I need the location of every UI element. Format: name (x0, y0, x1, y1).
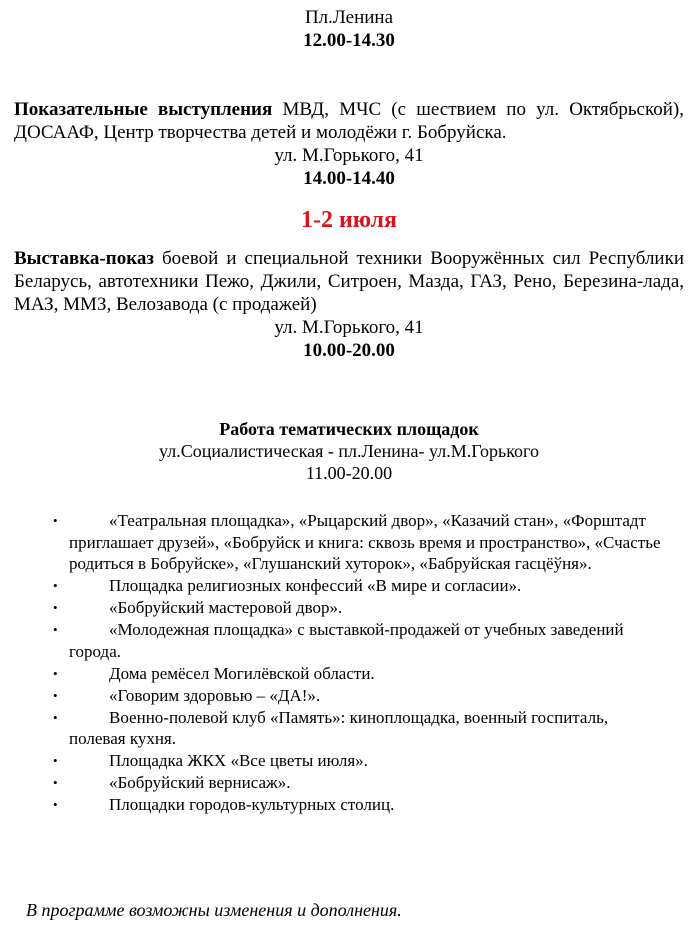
list-item-text: Военно-полевой клуб «Память»: киноплощадка, военный госпиталь, полевая кухня. (69, 707, 609, 748)
list-item (53, 619, 662, 662)
demonstrations-text: МВД, МЧС (с шествием по ул. Октябрьской), ДОСААФ, Центр творчества детей и молодёжи г. Бобруйска. (14, 99, 684, 143)
list-item (53, 750, 662, 772)
bullet-icon: • (53, 600, 58, 615)
bullet-icon: • (53, 578, 58, 593)
bullet-icon: • (53, 687, 58, 703)
time-label: 10.00-20.00 (303, 340, 395, 361)
list-item (53, 597, 662, 619)
list-item (53, 707, 662, 750)
list-item (53, 575, 662, 597)
block-exhibition (14, 247, 684, 362)
list-item (53, 772, 662, 794)
exhibition-text: боевой и специальной техники Вооружённых сил Республики Беларусь, автотехники Пежо, Джили, Ситроен, Мазда, ГАЗ, Рено, Березина-лада, МАЗ, ММЗ, Велозавода (с продажей) (14, 248, 684, 315)
block-thematic-zones (14, 418, 684, 816)
exhibition-paragraph (14, 247, 684, 316)
demonstrations-paragraph (14, 98, 684, 144)
list-item-text: «Бобруйский вернисаж». (109, 773, 291, 792)
time-label: 12.00-14.30 (303, 30, 395, 51)
date-header: 1-2 июля (300, 207, 397, 233)
bullet-icon: • (53, 753, 58, 768)
list-item-text: Площадки городов-культурных столиц. (109, 795, 395, 814)
zones-time: 11.00-20.00 (305, 463, 393, 483)
address-label: ул. М.Горького, 41 (274, 145, 424, 166)
block-square-lenina (14, 6, 684, 52)
address-label: ул. М.Горького, 41 (274, 317, 424, 338)
zones-list (53, 510, 662, 816)
list-item-text: Площадка ЖКХ «Все цветы июля». (109, 751, 368, 770)
bullet-icon: • (53, 709, 58, 725)
bullet-icon: • (53, 665, 58, 681)
zones-title: Работа тематических площадок (219, 419, 479, 439)
place-label: Пл.Ленина (304, 7, 394, 28)
list-item (53, 663, 662, 685)
list-item-text: «Театральная площадка», «Рыцарский двор», «Казачий стан», «Форштадт приглашает друзей», «Бобруйск и книга: сквозь время и пространство», «Счастье родиться в Бобруйске», «Глушанский хуторок», «Бабруйская гасцёўня». (69, 511, 661, 573)
bullet-icon: • (53, 622, 58, 637)
bullet-icon: • (53, 797, 58, 812)
bullet-icon: • (53, 775, 58, 790)
list-item (53, 794, 662, 816)
list-item-text: «Молодежная площадка» с выставкой-продажей от учебных заведений города. (69, 620, 624, 661)
list-item (53, 685, 662, 707)
footer-note: В программе возможны изменения и дополнения. (26, 900, 402, 920)
bullet-icon: • (53, 513, 58, 528)
time-label: 14.00-14.40 (303, 168, 395, 189)
demonstrations-title: Показательные выступления (14, 99, 273, 120)
list-item-text: Дома ремёсел Могилёвской области. (109, 663, 375, 683)
list-item-text: Площадка религиозных конфессий «В мире и согласии». (109, 576, 522, 595)
block-demonstrations (14, 98, 684, 190)
list-item-text: «Бобруйский мастеровой двор». (109, 598, 343, 617)
list-item (53, 510, 662, 575)
list-item-text: «Говорим здоровью – «ДА!». (109, 685, 321, 705)
exhibition-title: Выставка-показ (14, 248, 154, 269)
zones-route: ул.Социалистическая - пл.Ленина- ул.М.Горького (159, 441, 539, 461)
